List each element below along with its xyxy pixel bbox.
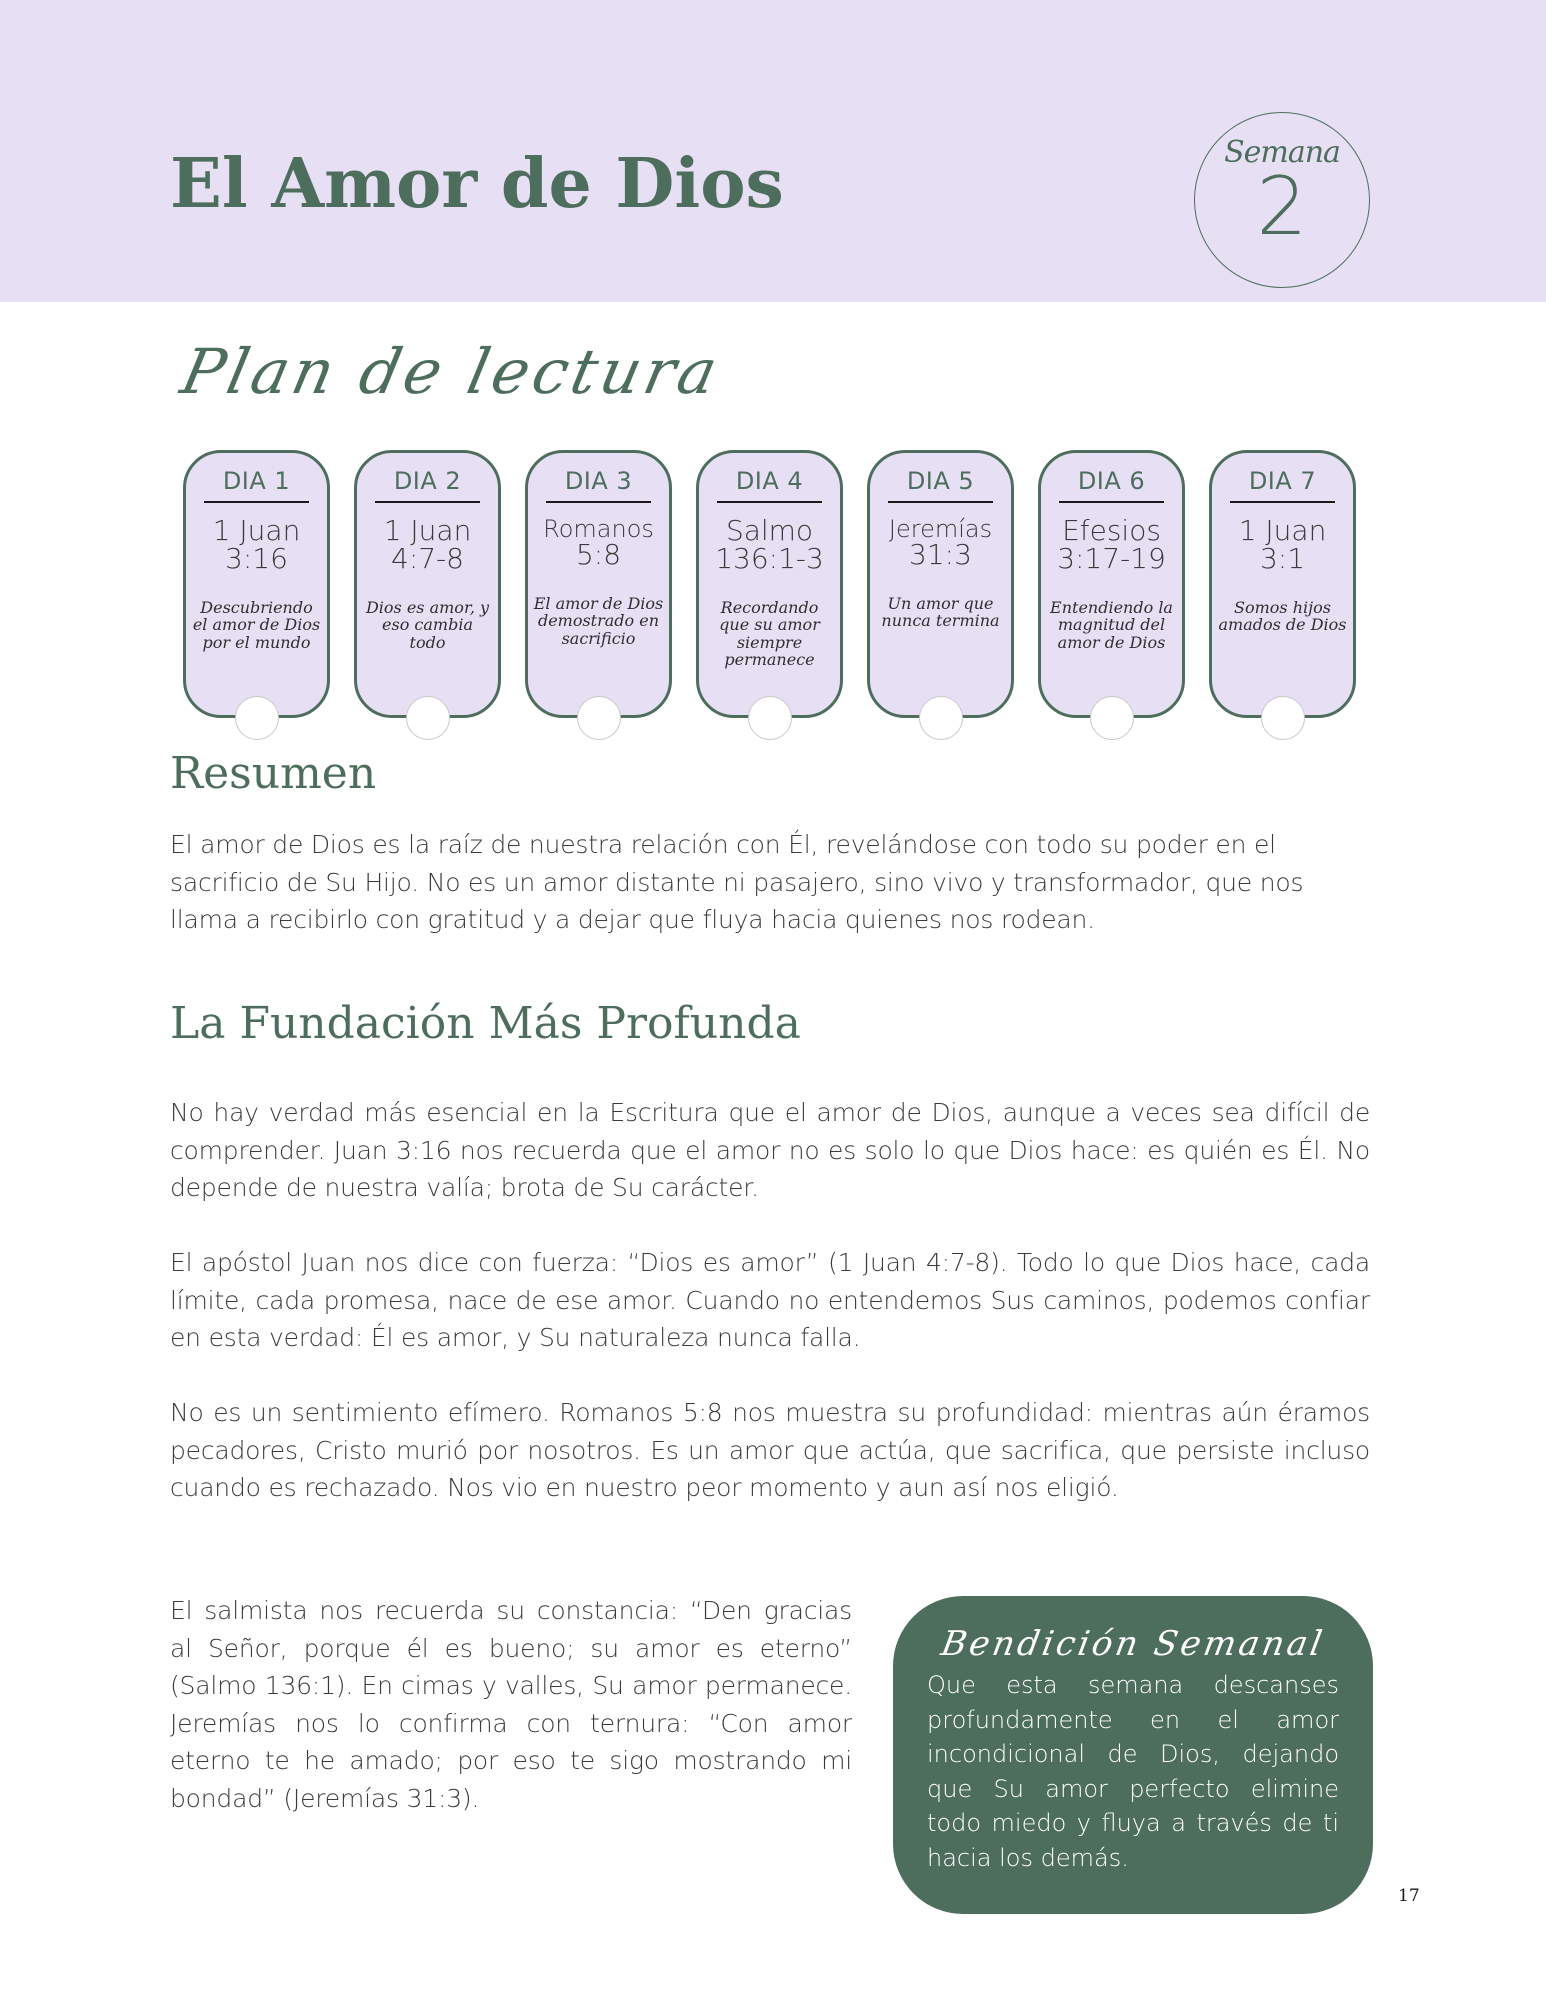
day-card-4 [696, 450, 843, 718]
ref-book: Salmo [725, 514, 814, 547]
scripture-reference [870, 517, 1011, 569]
scripture-reference [186, 514, 327, 575]
scripture-reference [528, 517, 669, 569]
week-label: Semana [1224, 135, 1340, 170]
ref-book: Jeremías [888, 515, 993, 543]
article-paragraph-3: No es un sentimiento efímero. Romanos 5:8 nos muestra su profundidad: mientras aún éramos pecadores, Cristo murió por nosotros. Es un amor que actúa, que sacrifica, que persiste incluso cuando es rechazado. Nos vio en nuestro peor momento y aun así nos eligió. [170, 1398, 1370, 1502]
day-card-7 [1209, 450, 1356, 718]
blessing-text: Que esta semana descanses profundamente en el amor incondicional de Dios, dejando que Su amor perfecto elimine todo miedo y fluya a través de ti hacia los demás. [927, 1671, 1339, 1872]
divider [204, 501, 309, 503]
day-description: Un amor que nunca termina [881, 594, 1000, 631]
ref-book: Efesios [1062, 514, 1161, 547]
scripture-reference [357, 514, 498, 575]
divider [546, 501, 651, 503]
divider [888, 501, 993, 503]
day-label: DIA 7 [1248, 467, 1317, 495]
ref-verse: 3:1 [1259, 542, 1306, 575]
day-card-2 [354, 450, 501, 718]
ref-verse: 136:1-3 [715, 542, 824, 575]
page-title: El Amor de Dios [170, 144, 784, 224]
ref-book: 1 Juan [1238, 514, 1327, 547]
scripture-reference [699, 514, 840, 575]
day-card-3 [525, 450, 672, 718]
day-label: DIA 6 [1077, 467, 1146, 495]
day-description: Dios es amor, y eso cambia todo [365, 598, 490, 652]
article-heading: La Fundación Más Profunda [170, 998, 801, 1049]
divider [1059, 501, 1164, 503]
reading-plan-cards [183, 450, 1361, 740]
completion-checkbox[interactable] [235, 696, 279, 740]
day-card-5 [867, 450, 1014, 718]
day-description: El amor de Dios demostrado en sacrificio [533, 594, 664, 648]
completion-checkbox[interactable] [1261, 696, 1305, 740]
day-card-1 [183, 450, 330, 718]
week-number: 2 [1256, 160, 1308, 253]
completion-checkbox[interactable] [919, 696, 963, 740]
completion-checkbox[interactable] [577, 696, 621, 740]
article-paragraph-1: No hay verdad más esencial en la Escritura que el amor de Dios, aunque a veces sea difícil de comprender. Juan 3:16 nos recuerda que el amor no es solo lo que Dios hace: es quién es Él. No depende de nuestra valía; brota de Su carácter. [170, 1098, 1370, 1202]
weekly-blessing-box [893, 1596, 1373, 1914]
day-label: DIA 1 [222, 467, 291, 495]
day-label: DIA 4 [735, 467, 804, 495]
article-paragraph-2: El apóstol Juan nos dice con fuerza: “Dios es amor” (1 Juan 4:7-8). Todo lo que Dios hace, cada límite, cada promesa, nace de ese amor. Cuando no entendemos Sus caminos, podemos confiar en esta verdad: Él es amor, y Su naturaleza nunca falla. [170, 1248, 1370, 1352]
completion-checkbox[interactable] [1090, 696, 1134, 740]
summary-text: El amor de Dios es la raíz de nuestra relación con Él, revelándose con todo su poder en el sacrificio de Su Hijo. No es un amor distante ni pasajero, sino vivo y transformador, que nos llama a recibirlo con gratitud y a dejar que fluya hacia quienes nos rodean. [170, 830, 1304, 934]
day-card-6 [1038, 450, 1185, 718]
divider [717, 501, 822, 503]
day-description: Somos hijos amados de Dios [1218, 598, 1347, 635]
ref-book: Romanos [543, 515, 654, 543]
ref-verse: 3:16 [225, 542, 288, 575]
ref-verse: 5:8 [575, 538, 622, 571]
reading-plan-title: Plan de lectura [175, 335, 728, 408]
blessing-title: Bendición Semanal [938, 1624, 1328, 1664]
ref-verse: 31:3 [909, 538, 972, 571]
day-description: Entendiendo la magnitud del amor de Dios [1050, 598, 1173, 652]
day-description: Descubriendo el amor de Dios por el mundo [192, 598, 321, 652]
summary-heading: Resumen [170, 748, 377, 799]
completion-checkbox[interactable] [406, 696, 450, 740]
completion-checkbox[interactable] [748, 696, 792, 740]
day-label: DIA 3 [564, 467, 633, 495]
day-label: DIA 5 [906, 467, 975, 495]
divider [1230, 501, 1335, 503]
scripture-reference [1212, 514, 1353, 575]
week-badge [1194, 112, 1370, 288]
ref-book: 1 Juan [212, 514, 301, 547]
divider [375, 501, 480, 503]
ref-verse: 3:17-19 [1057, 542, 1166, 575]
article-paragraph-4: El salmista nos recuerda su constancia: “Den gracias al Señor, porque él es bueno; su amor es eterno” (Salmo 136:1). En cimas y valles, Su amor permanece. Jeremías nos lo confirma con ternura: “Con amor eterno te he amado; por eso te sigo mostrando mi bondad” (Jeremías 31:3). [170, 1596, 852, 1813]
ref-verse: 4:7-8 [391, 542, 464, 575]
day-description: Recordando que su amor siempre permanece [719, 598, 820, 669]
ref-book: 1 Juan [383, 514, 472, 547]
scripture-reference [1041, 514, 1182, 575]
day-label: DIA 2 [393, 467, 462, 495]
page-number: 17 [1398, 1886, 1420, 1906]
